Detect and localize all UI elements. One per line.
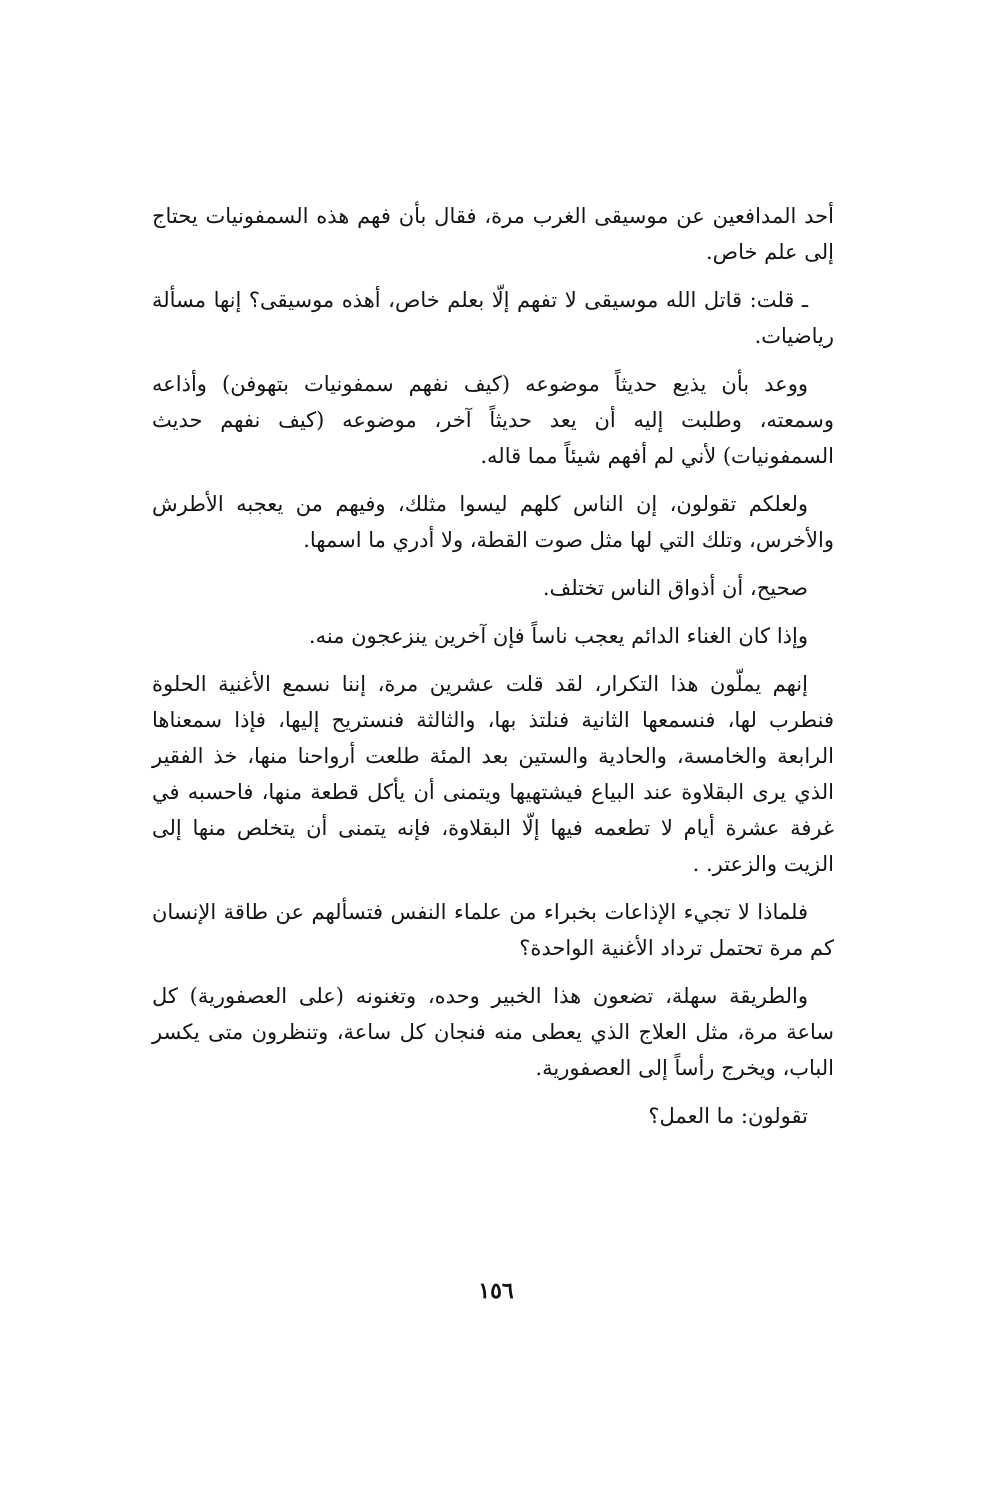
paragraph-2: ـ قلت: قاتل الله موسيقى لا تفهم إلّا بعلم خاص، أهذه موسيقى؟ إنها مسألة رياضيات. — [152, 288, 834, 348]
paragraph-8: فلماذا لا تجيء الإذاعات بخبراء من علماء النفس فتسألهم عن طاقة الإنسان كم مرة تحتمل ترداد الأغنية الواحدة؟ — [152, 900, 834, 960]
paragraph-7: إنهم يملّون هذا التكرار، لقد قلت عشرين مرة، إننا نسمع الأغنية الحلوة فنطرب لها، فنسمعها الثانية فنلتذ بها، والثالثة فنستريح إليها، فإذا سمعناها الرابعة والخامسة، والحادية والستين بعد المئة طلعت أرواحنا منها، خذ الفقير الذي يرى البقلاوة عند البياع فيشتهيها ويتمنى أن يأكل قطعة منها، فاحسبه في غرفة عشرة أيام لا تطعمه فيها إلّا البقلاوة، فإنه يتمنى أن يتخلص منها إلى الزيت والزعتر. . — [152, 672, 834, 876]
paragraph-10: تقولون: ما العمل؟ — [648, 1104, 808, 1128]
paragraph-6: وإذا كان الغناء الدائم يعجب ناساً فإن آخرين ينزعجون منه. — [308, 624, 808, 648]
paragraph-4: ولعلكم تقولون، إن الناس كلهم ليسوا مثلك، وفيهم من يعجبه الأطرش والأخرس، وتلك التي لها مثل صوت القطة، ولا أدري ما اسمها. — [152, 492, 834, 552]
paragraph-9: والطريقة سهلة، تضعون هذا الخبير وحده، وتغنونه (على العصفورية) كل ساعة مرة، مثل العلاج الذي يعطى منه فنجان كل ساعة، وتنظرون متى يكسر الباب، ويخرج رأساً إلى العصفورية. — [152, 984, 834, 1080]
paragraph-3: ووعد بأن يذيع حديثاً موضوعه (كيف نفهم سمفونيات بتهوفن) وأذاعه وسمعته، وطلبت إليه أن يعد حديثاً آخر، موضوعه (كيف نفهم حديث السمفونيات) لأني لم أفهم شيئاً مما قاله. — [152, 372, 834, 468]
paragraph-1: أحد المدافعين عن موسيقى الغرب مرة، فقال بأن فهم هذه السمفونيات يحتاج إلى علم خاص. — [152, 204, 834, 264]
page-number: ١٥٦ — [478, 1278, 514, 1304]
page-body — [152, 198, 834, 1146]
paragraph-5: صحيح، أن أذواق الناس تختلف. — [542, 576, 808, 600]
